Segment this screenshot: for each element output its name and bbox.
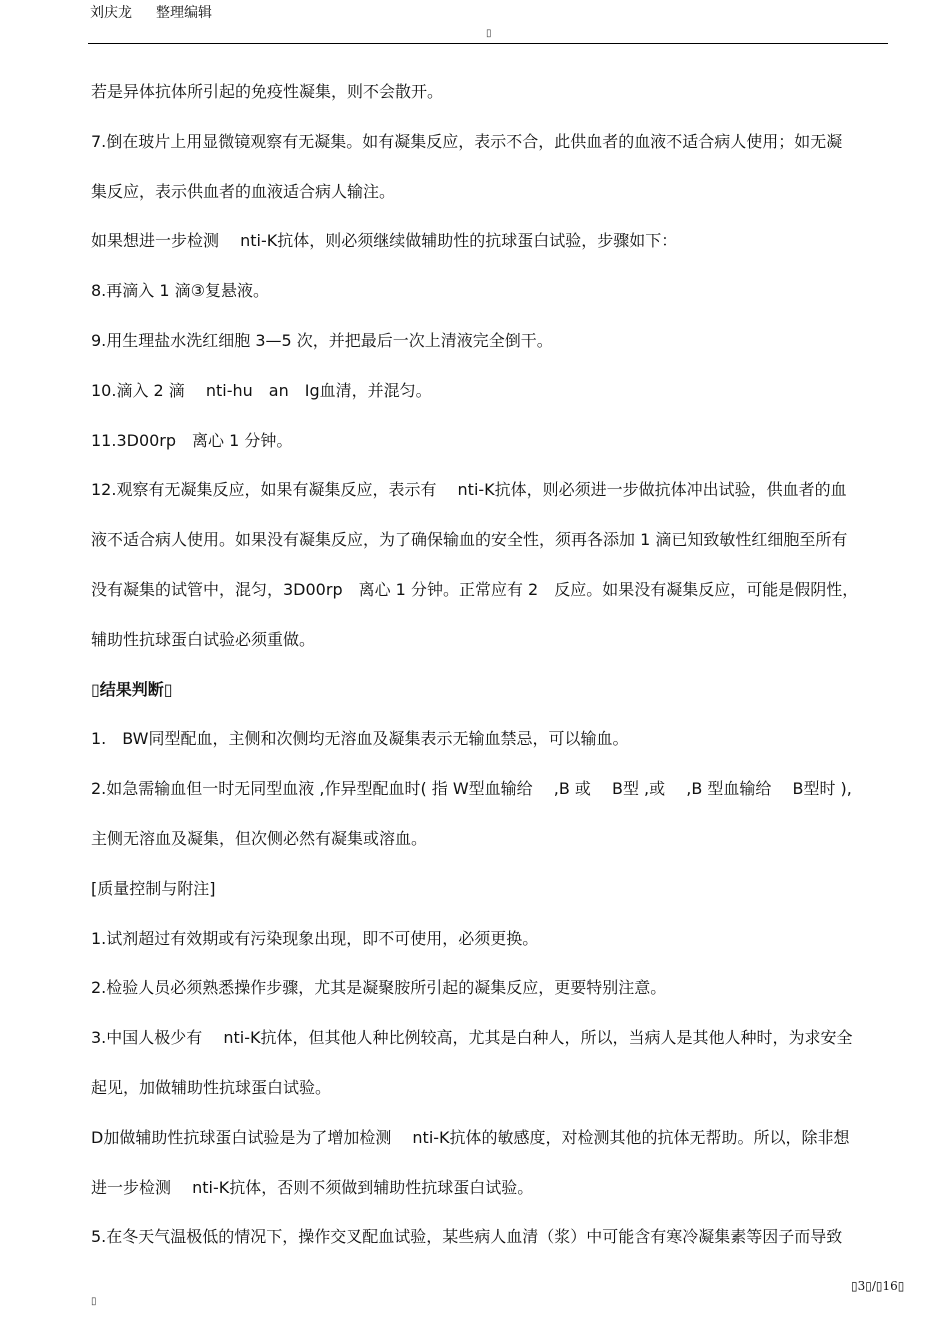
- text-line: 1.试剂超过有效期或有污染现象出现，即不可使用，必须更换。: [91, 928, 539, 948]
- header-rule: [88, 43, 888, 44]
- document-body: [91, 67, 891, 1262]
- page-number: ▯3▯/▯16▯: [851, 1279, 905, 1293]
- text-line: 辅助性抗球蛋白试验必须重做。: [91, 629, 316, 649]
- text-line: 8.再滴入 1 滴③复悬液。: [91, 281, 269, 301]
- footer-mark: ▯: [91, 1296, 97, 1307]
- text-line: 12.观察有无凝集反应，如果有凝集反应，表示有 nti-K抗体，则必须进一步做抗体冲出试验，供血者的血: [91, 480, 847, 500]
- text-line: 进一步检测 nti-K抗体，否则不须做到辅助性抗球蛋白试验。: [91, 1177, 534, 1197]
- header-mark: ▯: [486, 28, 492, 39]
- page-header: [0, 0, 950, 46]
- text-line: 集反应，表示供血者的血液适合病人输注。: [91, 181, 396, 201]
- text-line: 如果想进一步检测 nti-K抗体，则必须继续做辅助性的抗球蛋白试验，步骤如下：: [91, 231, 678, 251]
- section-heading-result: ▯结果判断▯: [91, 679, 173, 699]
- section-heading-quality: [质量控制与附注]: [91, 878, 216, 898]
- header-author: 刘庆龙: [90, 5, 132, 21]
- text-line: 起见，加做辅助性抗球蛋白试验。: [91, 1077, 332, 1097]
- text-line: 若是异体抗体所引起的免疫性凝集，则不会散开。: [91, 82, 444, 101]
- text-line: 7.倒在玻片上用显微镜观察有无凝集。如有凝集反应，表示不合，此供血者的血液不适合病人使用；如无凝: [91, 131, 843, 151]
- text-line: 2.检验人员必须熟悉操作步骤，尤其是凝聚胺所引起的凝集反应，更要特别注意。: [91, 978, 667, 998]
- text-line: 主侧无溶血及凝集，但次侧必然有凝集或溶血。: [91, 828, 428, 848]
- text-line: 10.滴入 2 滴 nti-hu an Ig血清，并混匀。: [91, 380, 432, 400]
- header-editor-note: 整理编辑: [156, 5, 212, 21]
- text-line: 5.在冬天气温极低的情况下，操作交叉配血试验，某些病人血清（浆）中可能含有寒冷凝集素等因子而导致: [91, 1227, 843, 1247]
- text-line: 9.用生理盐水洗红细胞 3—5 次，并把最后一次上清液完全倒干。: [91, 330, 553, 350]
- text-line: 3.中国人极少有 nti-K抗体，但其他人种比例较高，尤其是白种人，所以，当病人是其他人种时，为求安全: [91, 1028, 853, 1048]
- text-line: 2.如急需输血但一时无同型血液 ,作异型配血时( 指 W型血输给 ,B 或 B型 ,或 ,B 型血输给 B型时 ),: [91, 779, 852, 799]
- text-line: 液不适合病人使用。如果没有凝集反应，为了确保输血的安全性，须再各添加 1 滴已知致敏性红细胞至所有: [91, 530, 848, 550]
- text-line: 11.3D00rp 离心 1 分钟。: [91, 430, 293, 450]
- text-line: 没有凝集的试管中，混匀，3D00rp 离心 1 分钟。正常应有 2 反应。如果没有凝集反应，可能是假阴性，: [91, 579, 859, 599]
- text-line: D加做辅助性抗球蛋白试验是为了增加检测 nti-K抗体的敏感度，对检测其他的抗体无帮助。所以，除非想: [91, 1127, 850, 1147]
- text-line: 1. BW同型配血，主侧和次侧均无溶血及凝集表示无输血禁忌，可以输血。: [91, 729, 629, 749]
